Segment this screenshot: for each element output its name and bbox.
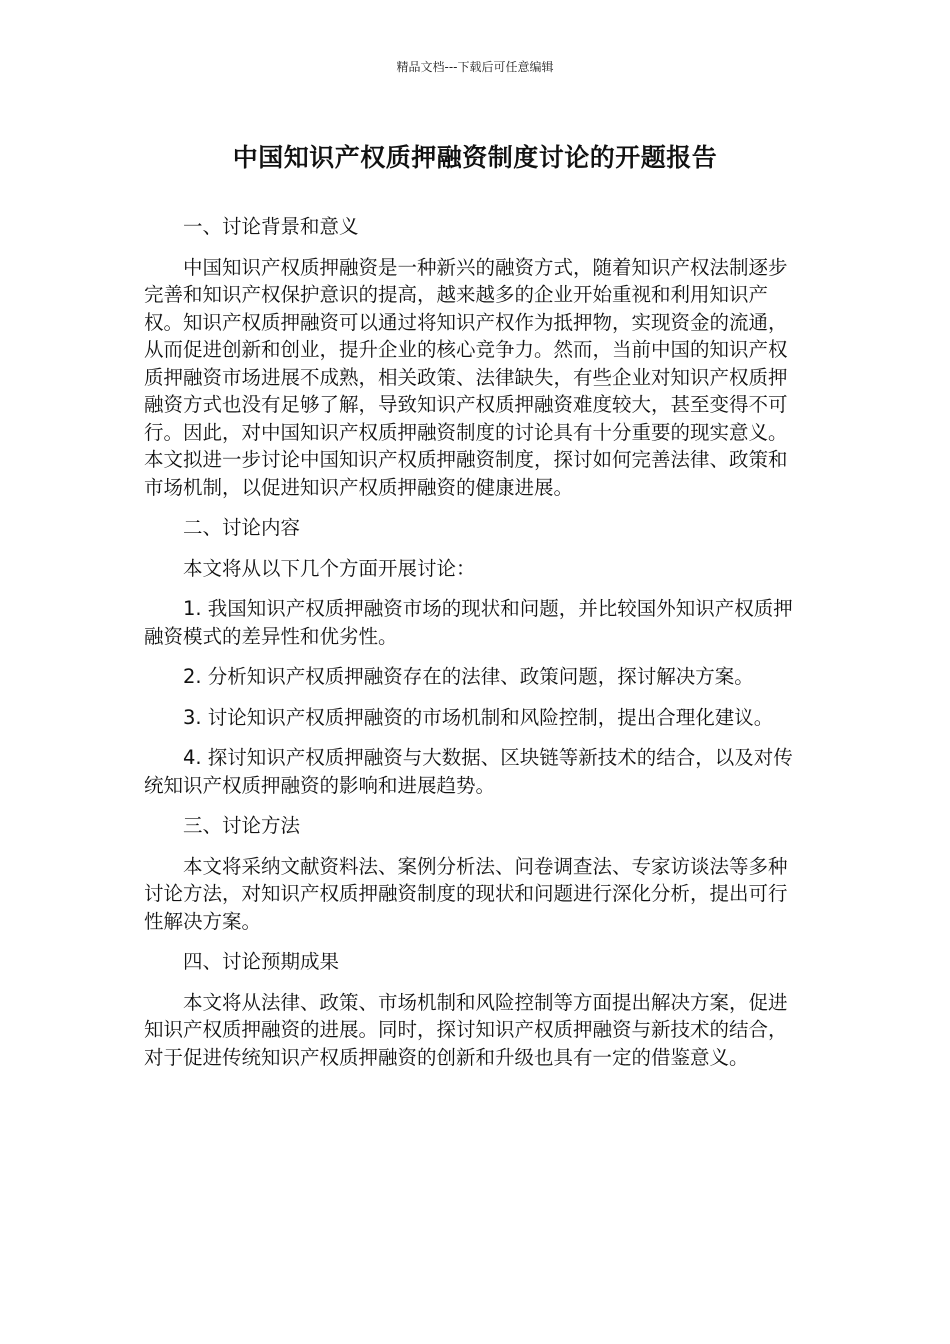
paragraph-method: 本文将采纳文献资料法、案例分析法、问卷调查法、专家访谈法等多种讨论方法，对知识产权质押融资制度的现状和问题进行深化分析，提出可行性解决方案。: [144, 854, 788, 933]
section-heading-background: 一、讨论背景和意义: [183, 215, 359, 238]
header-note: 精品文档---下载后可任意编辑: [396, 60, 554, 74]
document-body: [144, 213, 804, 1084]
section-heading-method: 三、讨论方法: [183, 814, 301, 837]
paragraph-content-intro: 本文将从以下几个方面开展讨论：: [183, 556, 476, 580]
list-item-2: 2. 分析知识产权质押融资存在的法律、政策问题，探讨解决方案。: [183, 665, 754, 688]
paragraph-background: 中国知识产权质押融资是一种新兴的融资方式，随着知识产权法制逐步完善和知识产权保护意识的提高，越来越多的企业开始重视和利用知识产权。知识产权质押融资可以通过将知识产权作为抵押物，实现资金的流通，从而促进创新和创业，提升企业的核心竞争力。然而，当前中国的知识产权质押融资市场进展不成熟，相关政策、法律缺失，有些企业对知识产权质押融资方式也没有足够了解，导致知识产权质押融资难度较大，甚至变得不可行。因此，对中国知识产权质押融资制度的讨论具有十分重要的现实意义。本文拟进一步讨论中国知识产权质押融资制度，探讨如何完善法律、政策和市场机制，以促进知识产权质押融资的健康进展。: [144, 255, 788, 499]
list-item-1: 1. 我国知识产权质押融资市场的现状和问题，并比较国外知识产权质押融资模式的差异性和优劣性。: [144, 597, 793, 648]
document-title: 中国知识产权质押融资制度讨论的开题报告: [232, 143, 718, 172]
list-item-3: 3. 讨论知识产权质押融资的市场机制和风险控制，提出合理化建议。: [183, 705, 774, 729]
section-heading-content: 二、讨论内容: [183, 516, 301, 539]
list-item-4: 4. 探讨知识产权质押融资与大数据、区块链等新技术的结合，以及对传统知识产权质押融资的影响和进展趋势。: [144, 746, 793, 797]
section-heading-outcomes: 四、讨论预期成果: [183, 950, 340, 973]
paragraph-outcomes: 本文将从法律、政策、市场机制和风险控制等方面提出解决方案，促进知识产权质押融资的进展。同时，探讨知识产权质押融资与新技术的结合，对于促进传统知识产权质押融资的创新和升级也具有一定的借鉴意义。: [144, 990, 788, 1069]
